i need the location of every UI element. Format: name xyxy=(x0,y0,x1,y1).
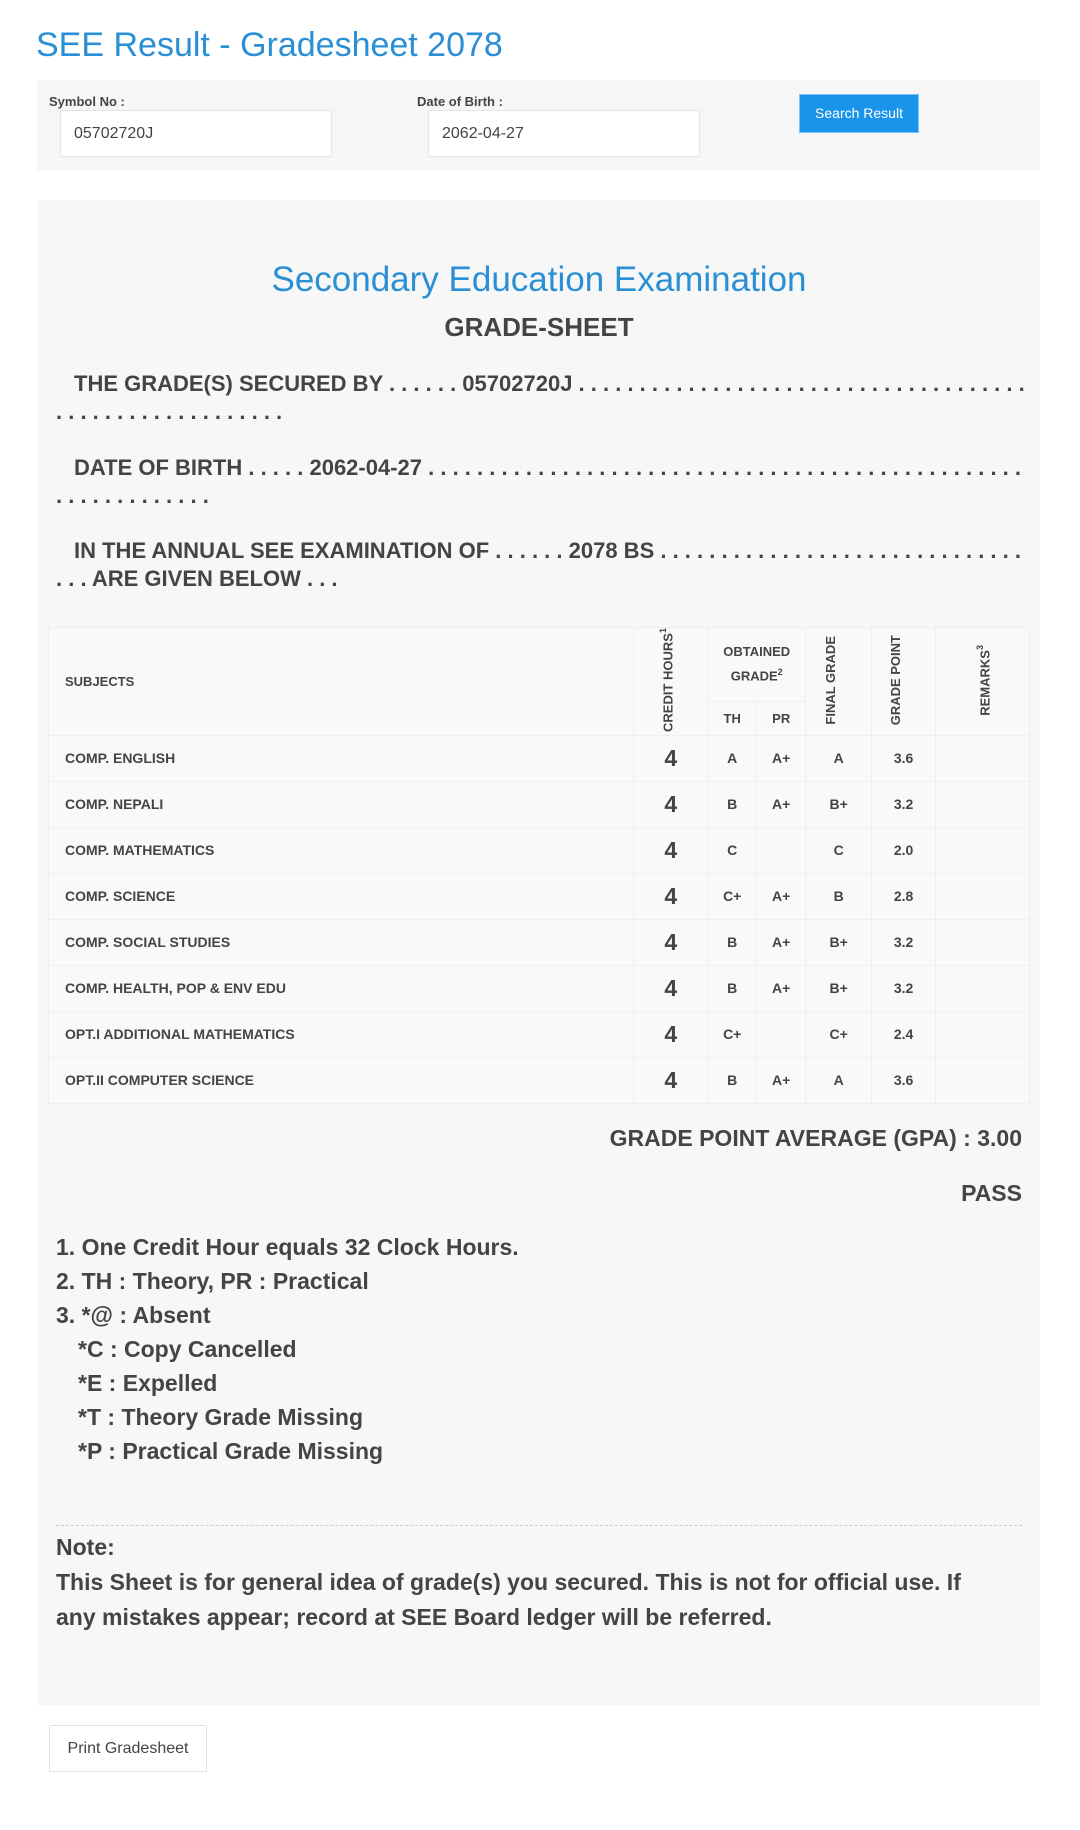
grade-point-cell: 2.0 xyxy=(872,827,936,873)
pr-grade-cell: A+ xyxy=(757,781,806,827)
pr-grade-cell: A+ xyxy=(757,735,806,781)
table-row xyxy=(49,965,1030,1011)
pr-grade-cell: A+ xyxy=(757,1057,806,1103)
pr-grade-cell xyxy=(757,1011,806,1057)
grade-point-cell: 3.2 xyxy=(872,965,936,1011)
disclaimer xyxy=(56,1530,1000,1635)
remarks-cell xyxy=(936,827,1030,873)
th-grade-cell: B xyxy=(708,1057,757,1103)
note-label: Note: xyxy=(56,1534,115,1560)
dob-line: DATE OF BIRTH . . . . . 2062-04-27 . . . . . . . . . . . . . . . . . . . . . . . . . . . . . . . . . . . . . . . . . . . . . . . . . . . . . . . . . . . . . . xyxy=(56,455,1022,508)
credit-cell: 4 xyxy=(634,735,708,781)
header-obtained-grade: OBTAINED GRADE$^2$ xyxy=(708,628,806,702)
final-grade-cell: A xyxy=(806,735,872,781)
credit-cell: 4 xyxy=(634,873,708,919)
footnote: *T : Theory Grade Missing xyxy=(78,1404,363,1430)
sheet-title: GRADE-SHEET xyxy=(444,312,634,342)
footnote: *P : Practical Grade Missing xyxy=(78,1438,384,1464)
grade-point-cell: 3.6 xyxy=(872,735,936,781)
grades-table xyxy=(48,627,1030,1104)
grade-point-cell: 3.2 xyxy=(872,781,936,827)
pr-grade-cell: A+ xyxy=(757,873,806,919)
header-final-grade: FINAL GRADE xyxy=(806,628,872,736)
remarks-cell xyxy=(936,735,1030,781)
exam-line: IN THE ANNUAL SEE EXAMINATION OF . . . . . . 2078 BS . . . . . . . . . . . . . . . . . . . . . . . . . . . . . . . . . ARE GIVEN BELOW . . . xyxy=(56,538,1021,591)
footnote: 1. One Credit Hour equals 32 Clock Hours. xyxy=(56,1234,519,1260)
footnotes xyxy=(56,1230,519,1468)
subject-cell: COMP. MATHEMATICS xyxy=(49,827,634,873)
grade-point-cell: 2.8 xyxy=(872,873,936,919)
th-grade-cell: B xyxy=(708,781,757,827)
subject-cell: COMP. ENGLISH xyxy=(49,735,634,781)
header-remarks: REMARKS$^3$ xyxy=(936,628,1030,736)
th-grade-cell: B xyxy=(708,965,757,1011)
subject-cell: COMP. SOCIAL STUDIES xyxy=(49,919,634,965)
exam-title: Secondary Education Examination xyxy=(271,260,807,299)
dob-label: Date of Birth : xyxy=(417,94,503,109)
pr-grade-cell: A+ xyxy=(757,965,806,1011)
footnote: 3. *@ : Absent xyxy=(56,1302,211,1328)
result-status: PASS xyxy=(961,1180,1022,1206)
header-grade-point: GRADE POINT xyxy=(872,628,936,736)
footnote: *E : Expelled xyxy=(78,1370,218,1396)
th-grade-cell: A xyxy=(708,735,757,781)
table-row xyxy=(49,1011,1030,1057)
subject-cell: COMP. HEALTH, POP & ENV EDU xyxy=(49,965,634,1011)
remarks-cell xyxy=(936,965,1030,1011)
print-gradesheet-button[interactable]: Print Gradesheet xyxy=(49,1725,207,1772)
gradesheet xyxy=(38,200,1040,1705)
symbol-input[interactable] xyxy=(60,110,332,157)
final-grade-cell: C+ xyxy=(806,1011,872,1057)
final-grade-cell: B xyxy=(806,873,872,919)
remarks-cell xyxy=(936,873,1030,919)
table-row xyxy=(49,827,1030,873)
gpa: GRADE POINT AVERAGE (GPA) : 3.00 xyxy=(609,1125,1022,1151)
remarks-cell xyxy=(936,919,1030,965)
grade-point-cell: 3.2 xyxy=(872,919,936,965)
credit-cell: 4 xyxy=(634,827,708,873)
credit-cell: 4 xyxy=(634,781,708,827)
search-panel xyxy=(37,80,1040,170)
th-grade-cell: C xyxy=(708,827,757,873)
grade-point-cell: 2.4 xyxy=(872,1011,936,1057)
table-row xyxy=(49,781,1030,827)
table-row xyxy=(49,919,1030,965)
remarks-cell xyxy=(936,1011,1030,1057)
dob-input[interactable] xyxy=(428,110,700,157)
final-grade-cell: B+ xyxy=(806,965,872,1011)
th-grade-cell: B xyxy=(708,919,757,965)
table-row xyxy=(49,873,1030,919)
credit-cell: 4 xyxy=(634,919,708,965)
footnote: 2. TH : Theory, PR : Practical xyxy=(56,1268,369,1294)
th-grade-cell: C+ xyxy=(708,1011,757,1057)
th-grade-cell: C+ xyxy=(708,873,757,919)
subject-cell: OPT.II COMPUTER SCIENCE xyxy=(49,1057,634,1103)
footnote: *C : Copy Cancelled xyxy=(78,1336,297,1362)
final-grade-cell: B+ xyxy=(806,919,872,965)
credit-cell: 4 xyxy=(634,1057,708,1103)
pr-grade-cell: A+ xyxy=(757,919,806,965)
table-row xyxy=(49,735,1030,781)
divider xyxy=(56,1525,1022,1526)
final-grade-cell: B+ xyxy=(806,781,872,827)
note-text: This Sheet is for general idea of grade(s) you secured. This is not for official use. If any mistakes appear; record at SEE Board ledger will be referred. xyxy=(56,1569,961,1630)
credit-cell: 4 xyxy=(634,1011,708,1057)
header-th: TH xyxy=(708,701,757,735)
header-credit-hours: CREDIT HOURS$^1$ xyxy=(634,628,708,736)
final-grade-cell: A xyxy=(806,1057,872,1103)
remarks-cell xyxy=(936,1057,1030,1103)
page-title: SEE Result - Gradesheet 2078 xyxy=(36,26,503,64)
remarks-cell xyxy=(936,781,1030,827)
header-pr: PR xyxy=(757,701,806,735)
subject-cell: OPT.I ADDITIONAL MATHEMATICS xyxy=(49,1011,634,1057)
secured-by-line: THE GRADE(S) SECURED BY . . . . . . 05702720J . . . . . . . . . . . . . . . . . . . . . . . . . . . . . . . . . . . . . . . . . . . . . . . . . . . . . . . . xyxy=(56,371,1025,424)
symbol-label: Symbol No : xyxy=(49,94,125,109)
grade-point-cell: 3.6 xyxy=(872,1057,936,1103)
header-subjects: SUBJECTS xyxy=(49,628,634,736)
subject-cell: COMP. SCIENCE xyxy=(49,873,634,919)
table-row xyxy=(49,1057,1030,1103)
subject-cell: COMP. NEPALI xyxy=(49,781,634,827)
search-result-button[interactable]: Search Result xyxy=(799,94,919,133)
final-grade-cell: C xyxy=(806,827,872,873)
pr-grade-cell xyxy=(757,827,806,873)
credit-cell: 4 xyxy=(634,965,708,1011)
